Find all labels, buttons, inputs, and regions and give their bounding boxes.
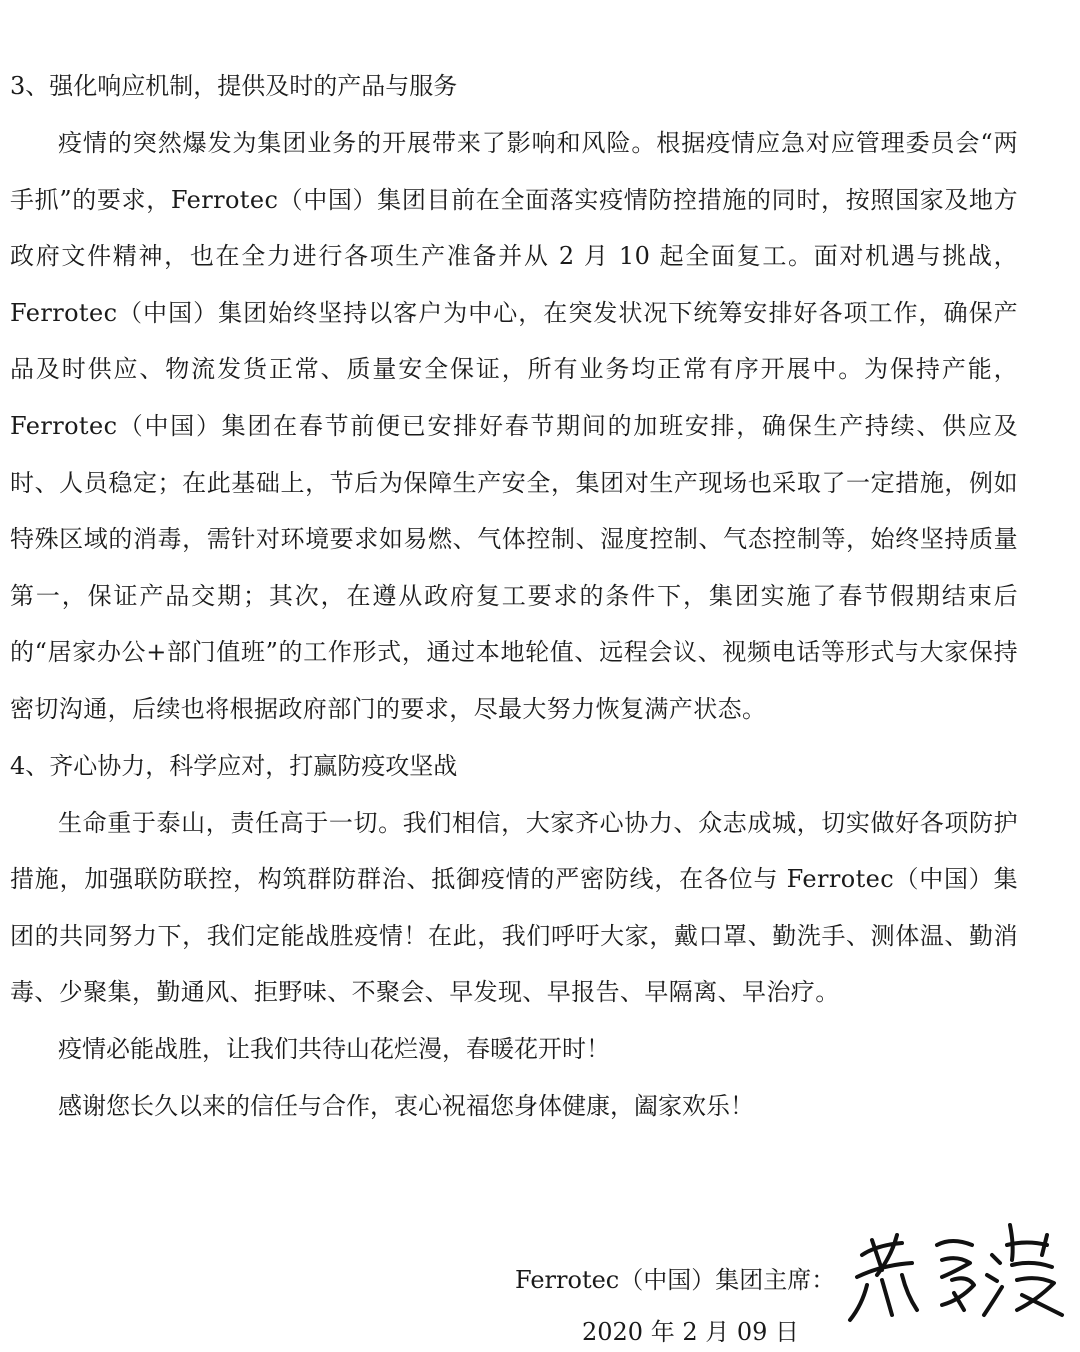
section-4-heading: 4、齐心协力，科学应对，打赢防疫攻坚战 [10, 751, 458, 780]
signatory-title: Ferrotec（中国）集团主席： [515, 1266, 836, 1294]
letter-date: 2020 年 2 月 09 日 [582, 1318, 800, 1346]
handwritten-signature [842, 1215, 1067, 1335]
section-3-paragraph: 疫情的突然爆发为集团业务的开展带来了影响和风险。根据疫情应急对应管理委员会“两手抓”的要求，Ferrotec（中国）集团目前在全面落实疫情防控措施的同时，按照国家及地方政府文件精神，也在全力进行各项生产准备并从 2 月 10 起全面复工。面对机遇与挑战，Ferrotec（中国）集团始终坚持以客户为中心，在突发状况下统筹安排好各项工作，确保产品及时供应、物流发货正常、质量安全保证，所有业务均正常有序开展中。为保持产能，Ferrotec（中国）集团在春节前便已安排好春节期间的加班安排，确保生产持续、供应及时、人员稳定；在此基础上，节后为保障生产安全，集团对生产现场也采取了一定措施，例如特殊区域的消毒，需针对环境要求如易燃、气体控制、湿度控制、气态控制等，始终坚持质量第一，保证产品交期；其次，在遵从政府复工要求的条件下，集团实施了春节假期结束后的“居家办公+部门值班”的工作形式，通过本地轮值、远程会议、视频电话等形式与大家保持密切沟通，后续也将根据政府部门的要求，尽最大努力恢复满产状态。 [10, 129, 1018, 723]
closing-line-2: 感谢您长久以来的信任与合作，衷心祝福您身体健康，阖家欢乐！ [58, 1091, 754, 1120]
section-3-heading: 3、强化响应机制，提供及时的产品与服务 [10, 72, 458, 100]
closing-line-1: 疫情必能战胜，让我们共待山花烂漫，春暖花开时！ [58, 1034, 610, 1063]
letter-body [10, 58, 1018, 1135]
section-4-paragraph: 生命重于泰山，责任高于一切。我们相信，大家齐心协力、众志成城，切实做好各项防护措施，加强联防联控，构筑群防群治、抵御疫情的严密防线，在各位与 Ferrotec（中国）集团的共同努力下，我们定能战胜疫情！在此，我们呼吁大家，戴口罩、勤洗手、测体温、勤消毒、少聚集，勤通风、拒野味、不聚会、早发现、早报告、早隔离、早治疗。 [10, 808, 1018, 1007]
